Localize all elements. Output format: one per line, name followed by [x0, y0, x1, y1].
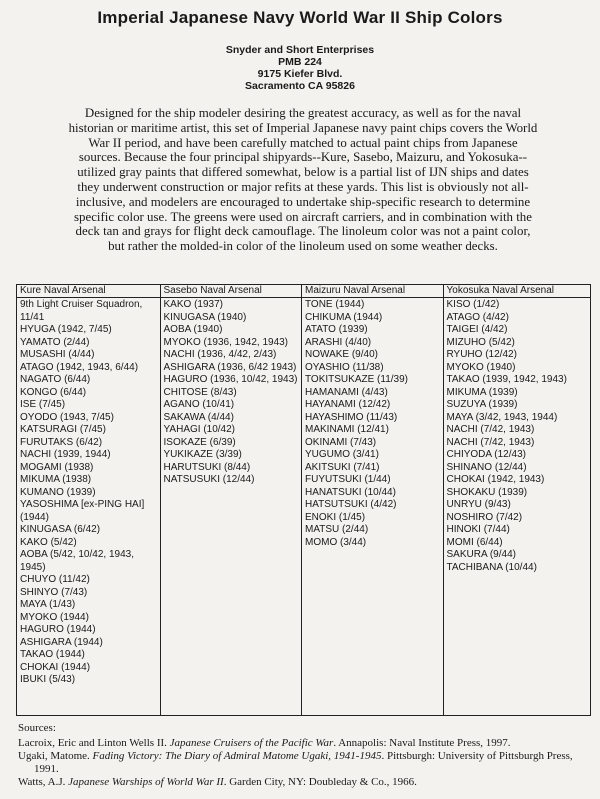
ship-entry: ENOKI (1/45)	[305, 511, 366, 523]
ship-entry: NAGATO (6/44)	[20, 374, 91, 385]
ship-entry: FURUTAKS (6/42)	[20, 436, 103, 448]
ship-entry: SHINYO (7/43)	[20, 586, 88, 598]
sources-heading: Sources:	[18, 722, 56, 734]
intro-paragraph	[24, 106, 582, 254]
ship-entry: TAKAO (1944)	[20, 649, 85, 660]
ship-entry: OYASHIO (11/38)	[305, 361, 384, 373]
ship-entry: ISE (7/45)	[20, 399, 66, 410]
ship-entry: HATSUTSUKI (4/42)	[305, 499, 397, 510]
source-author: Ugaki, Matome.	[18, 750, 93, 763]
ship-entry: NOWAKE (9/40)	[305, 349, 378, 360]
ship-entry: AGANO (10/41)	[163, 399, 235, 410]
ship-entry: MOGAMI (1938)	[20, 461, 94, 473]
ship-entry: HARUTSUKI (8/44)	[163, 461, 251, 473]
source-title: Japanese Cruisers of the Pacific War	[169, 736, 334, 749]
intro-line: they underwent construction or major refits at these yards. This list is obviously not all-	[77, 179, 529, 194]
ship-entry: KAKO (1937)	[163, 299, 223, 310]
arsenal-column	[444, 285, 590, 715]
ship-entry: ATATO (1939)	[305, 324, 368, 335]
intro-line: Designed for the ship modeler desiring the greatest accuracy, as well as for the naval	[84, 106, 522, 120]
ship-entry: NACHI (7/42, 1943)	[446, 424, 535, 435]
intro-line: sources. Because the four principal shipyards--Kure, Sasebo, Maizuru, and Yokosuka--	[78, 150, 528, 165]
arsenal-column-header: Kure Naval Arsenal	[17, 285, 160, 298]
ship-entry: KATSURAGI (7/45)	[20, 424, 106, 435]
ship-entry: KUMANO (1939)	[20, 486, 96, 498]
ship-entry: KAKO (5/42)	[20, 536, 77, 548]
ship-entry: TONE (1944)	[305, 299, 365, 310]
sources-list	[18, 737, 588, 789]
ship-entry: ASHIGARA (1936, 6/42 1943)	[163, 361, 297, 373]
ship-entry: NACHI (7/42, 1943)	[446, 436, 535, 448]
intro-line: historian or maritime artist, this set of Imperial Japanese navy paint chips covers the World	[68, 120, 538, 135]
ship-entry: MYOKO (1936, 1942, 1943)	[163, 336, 289, 348]
ship-entry: AOBA (1940)	[163, 324, 223, 335]
source-title: Japanese Warships of World War II	[68, 776, 224, 789]
ship-entry: ISOKAZE (6/39)	[163, 436, 236, 448]
ship-entry: SHOKAKU (1939)	[446, 486, 528, 498]
ship-entry: HYUGA (1942, 7/45)	[20, 324, 112, 335]
intro-line: but rather the molded-in color of the linoleum used on some weather decks.	[108, 239, 498, 254]
publisher-box: PMB 224	[278, 56, 322, 68]
arsenal-column-header: Maizuru Naval Arsenal	[302, 285, 443, 298]
ship-entry: SAKAWA (4/44)	[163, 411, 234, 423]
ship-entry: YASOSHIMA [ex-PING HAI] (1944)	[20, 499, 145, 523]
ship-entry: MUSASHI (4/44)	[20, 349, 95, 360]
ship-entry: NACHI (1936, 4/42, 2/43)	[163, 349, 277, 360]
ship-entry: ARASHI (4/40)	[305, 336, 372, 348]
ship-entry: KONGO (6/44)	[20, 386, 87, 398]
ship-entry: TOKITSUKAZE (11/39)	[305, 374, 408, 385]
ship-entry: MAYA (1/43)	[20, 599, 76, 610]
publisher-street: 9175 Kiefer Blvd.	[257, 68, 343, 80]
ship-entry: MYOKO (1940)	[446, 361, 516, 373]
source-author: Watts, A.J.	[18, 776, 69, 789]
ship-entry: FUYUTSUKI (1/44)	[305, 474, 391, 485]
ship-entry: HAYANAMI (12/42)	[305, 399, 391, 410]
ship-entry: OKINAMI (7/43)	[305, 436, 377, 448]
ship-entry: YUKIKAZE (3/39)	[163, 449, 242, 460]
ship-entry: SAKURA (9/44)	[446, 549, 516, 560]
arsenal-column-header: Sasebo Naval Arsenal	[161, 285, 302, 298]
ship-entry: KISO (1/42)	[446, 299, 500, 310]
ship-entry: CHOKAI (1944)	[20, 661, 91, 673]
ship-entry: IBUKI (5/43)	[20, 674, 76, 685]
ship-entry: ATAGO (1942, 1943, 6/44)	[20, 361, 139, 373]
arsenal-column-header: Yokosuka Naval Arsenal	[444, 285, 590, 298]
ship-entry: HAMANAMI (4/43)	[305, 386, 388, 398]
arsenal-column	[161, 285, 303, 715]
ship-entry: MYOKO (1944)	[20, 611, 89, 623]
ship-entry: SHINANO (12/44)	[446, 461, 527, 473]
source-publication: . Annapolis: Naval Institute Press, 1997.	[333, 736, 511, 749]
source-citation	[18, 737, 588, 750]
ship-entry: CHIKUMA (1944)	[305, 311, 383, 323]
ship-entry: CHIYODA (12/43)	[446, 449, 526, 460]
ship-entry: AOBA (5/42, 10/42, 1943, 1945)	[20, 549, 134, 573]
publisher-name: Snyder and Short Enterprises	[225, 44, 375, 56]
ship-entry: RYUHO (12/42)	[446, 349, 517, 360]
ship-entry: YAHAGI (10/42)	[163, 424, 236, 435]
ship-entry: OYODO (1943, 7/45)	[20, 411, 114, 423]
intro-line: utilized gray paints that differed somewhat, below is a partial list of IJN ships and dates	[77, 165, 529, 180]
ship-entry: SUZUYA (1939)	[446, 399, 518, 410]
source-citation	[18, 750, 588, 775]
ship-entry: MIZUHO (5/42)	[446, 336, 515, 348]
ship-list-table	[16, 284, 591, 716]
ship-entry: MATSU (2/44)	[305, 524, 369, 535]
intro-line: specific color use. The greens were used on aircraft carriers, and in combination with the	[74, 209, 532, 224]
intro-line: deck tan and grays for flight deck camouflage. The linoleum color was not a paint color,	[75, 224, 531, 239]
ship-entry: MAKINAMI (12/41)	[305, 424, 389, 435]
ship-entry: MIKUMA (1939)	[446, 386, 518, 398]
ship-entry: MOMO (3/44)	[305, 536, 367, 548]
source-citation	[18, 776, 588, 789]
ship-entry: HANATSUKI (10/44)	[305, 486, 396, 498]
ship-entry: TAIGEI (4/42)	[446, 324, 508, 335]
ship-entry: TACHIBANA (10/44)	[446, 561, 537, 573]
ship-entry: ATAGO (4/42)	[446, 311, 509, 323]
document-title: Imperial Japanese Navy World War II Ship Colors	[97, 8, 503, 27]
publisher-city: Sacramento CA 95826	[245, 80, 355, 92]
intro-line: War II period, and have been carefully matched to actual paint chips from Japanese	[88, 135, 518, 150]
source-publication: . Pittsburgh: University of Pittsburgh Press, 1991.	[34, 750, 573, 775]
ship-entry: HINOKI (7/44)	[446, 524, 510, 535]
ship-entry: CHOKAI (1942, 1943)	[446, 474, 545, 485]
ship-entry: HAYASHIMO (11/43)	[305, 411, 398, 423]
sources-section	[18, 722, 588, 790]
ship-entry: TAKAO (1939, 1942, 1943)	[446, 374, 567, 385]
publisher-address	[190, 44, 410, 92]
source-publication: . Garden City, NY: Doubleday & Co., 1966.	[223, 776, 417, 789]
ship-entry: NACHI (1939, 1944)	[20, 449, 111, 460]
ship-entry: MAYA (3/42, 1943, 1944)	[446, 411, 558, 423]
ship-entry: YAMATO (2/44)	[20, 336, 90, 348]
ship-entry: MOMI (6/44)	[446, 536, 503, 548]
ship-entry: KINUGASA (1940)	[163, 311, 247, 323]
ship-entry: NATSUSUKI (12/44)	[163, 474, 255, 485]
source-author: Lacroix, Eric and Linton Wells II.	[18, 736, 170, 749]
ship-entry: UNRYU (9/43)	[446, 499, 511, 510]
arsenal-column	[302, 285, 444, 715]
ship-entry: NOSHIRO (7/42)	[446, 511, 523, 523]
ship-entry: 9th Light Cruiser Squadron, 11/41	[20, 299, 143, 323]
ship-entry: CHUYO (11/42)	[20, 574, 90, 585]
intro-line: inclusive, and modelers are encouraged to undertake ship-specific research to determine	[75, 194, 531, 209]
arsenal-column	[17, 285, 161, 715]
ship-entry: YUGUMO (3/41)	[305, 449, 379, 460]
ship-entry: AKITSUKI (7/41)	[305, 461, 380, 473]
ship-entry: HAGURO (1944)	[20, 624, 96, 635]
ship-entry: ASHIGARA (1944)	[20, 636, 103, 648]
source-title: Fading Victory: The Diary of Admiral Matome Ugaki, 1941-1945	[92, 750, 382, 763]
ship-entry: MIKUMA (1938)	[20, 474, 92, 485]
ship-entry: KINUGASA (6/42)	[20, 524, 101, 535]
ship-entry: HAGURO (1936, 10/42, 1943)	[163, 374, 298, 385]
ship-entry: CHITOSE (8/43)	[163, 386, 237, 398]
